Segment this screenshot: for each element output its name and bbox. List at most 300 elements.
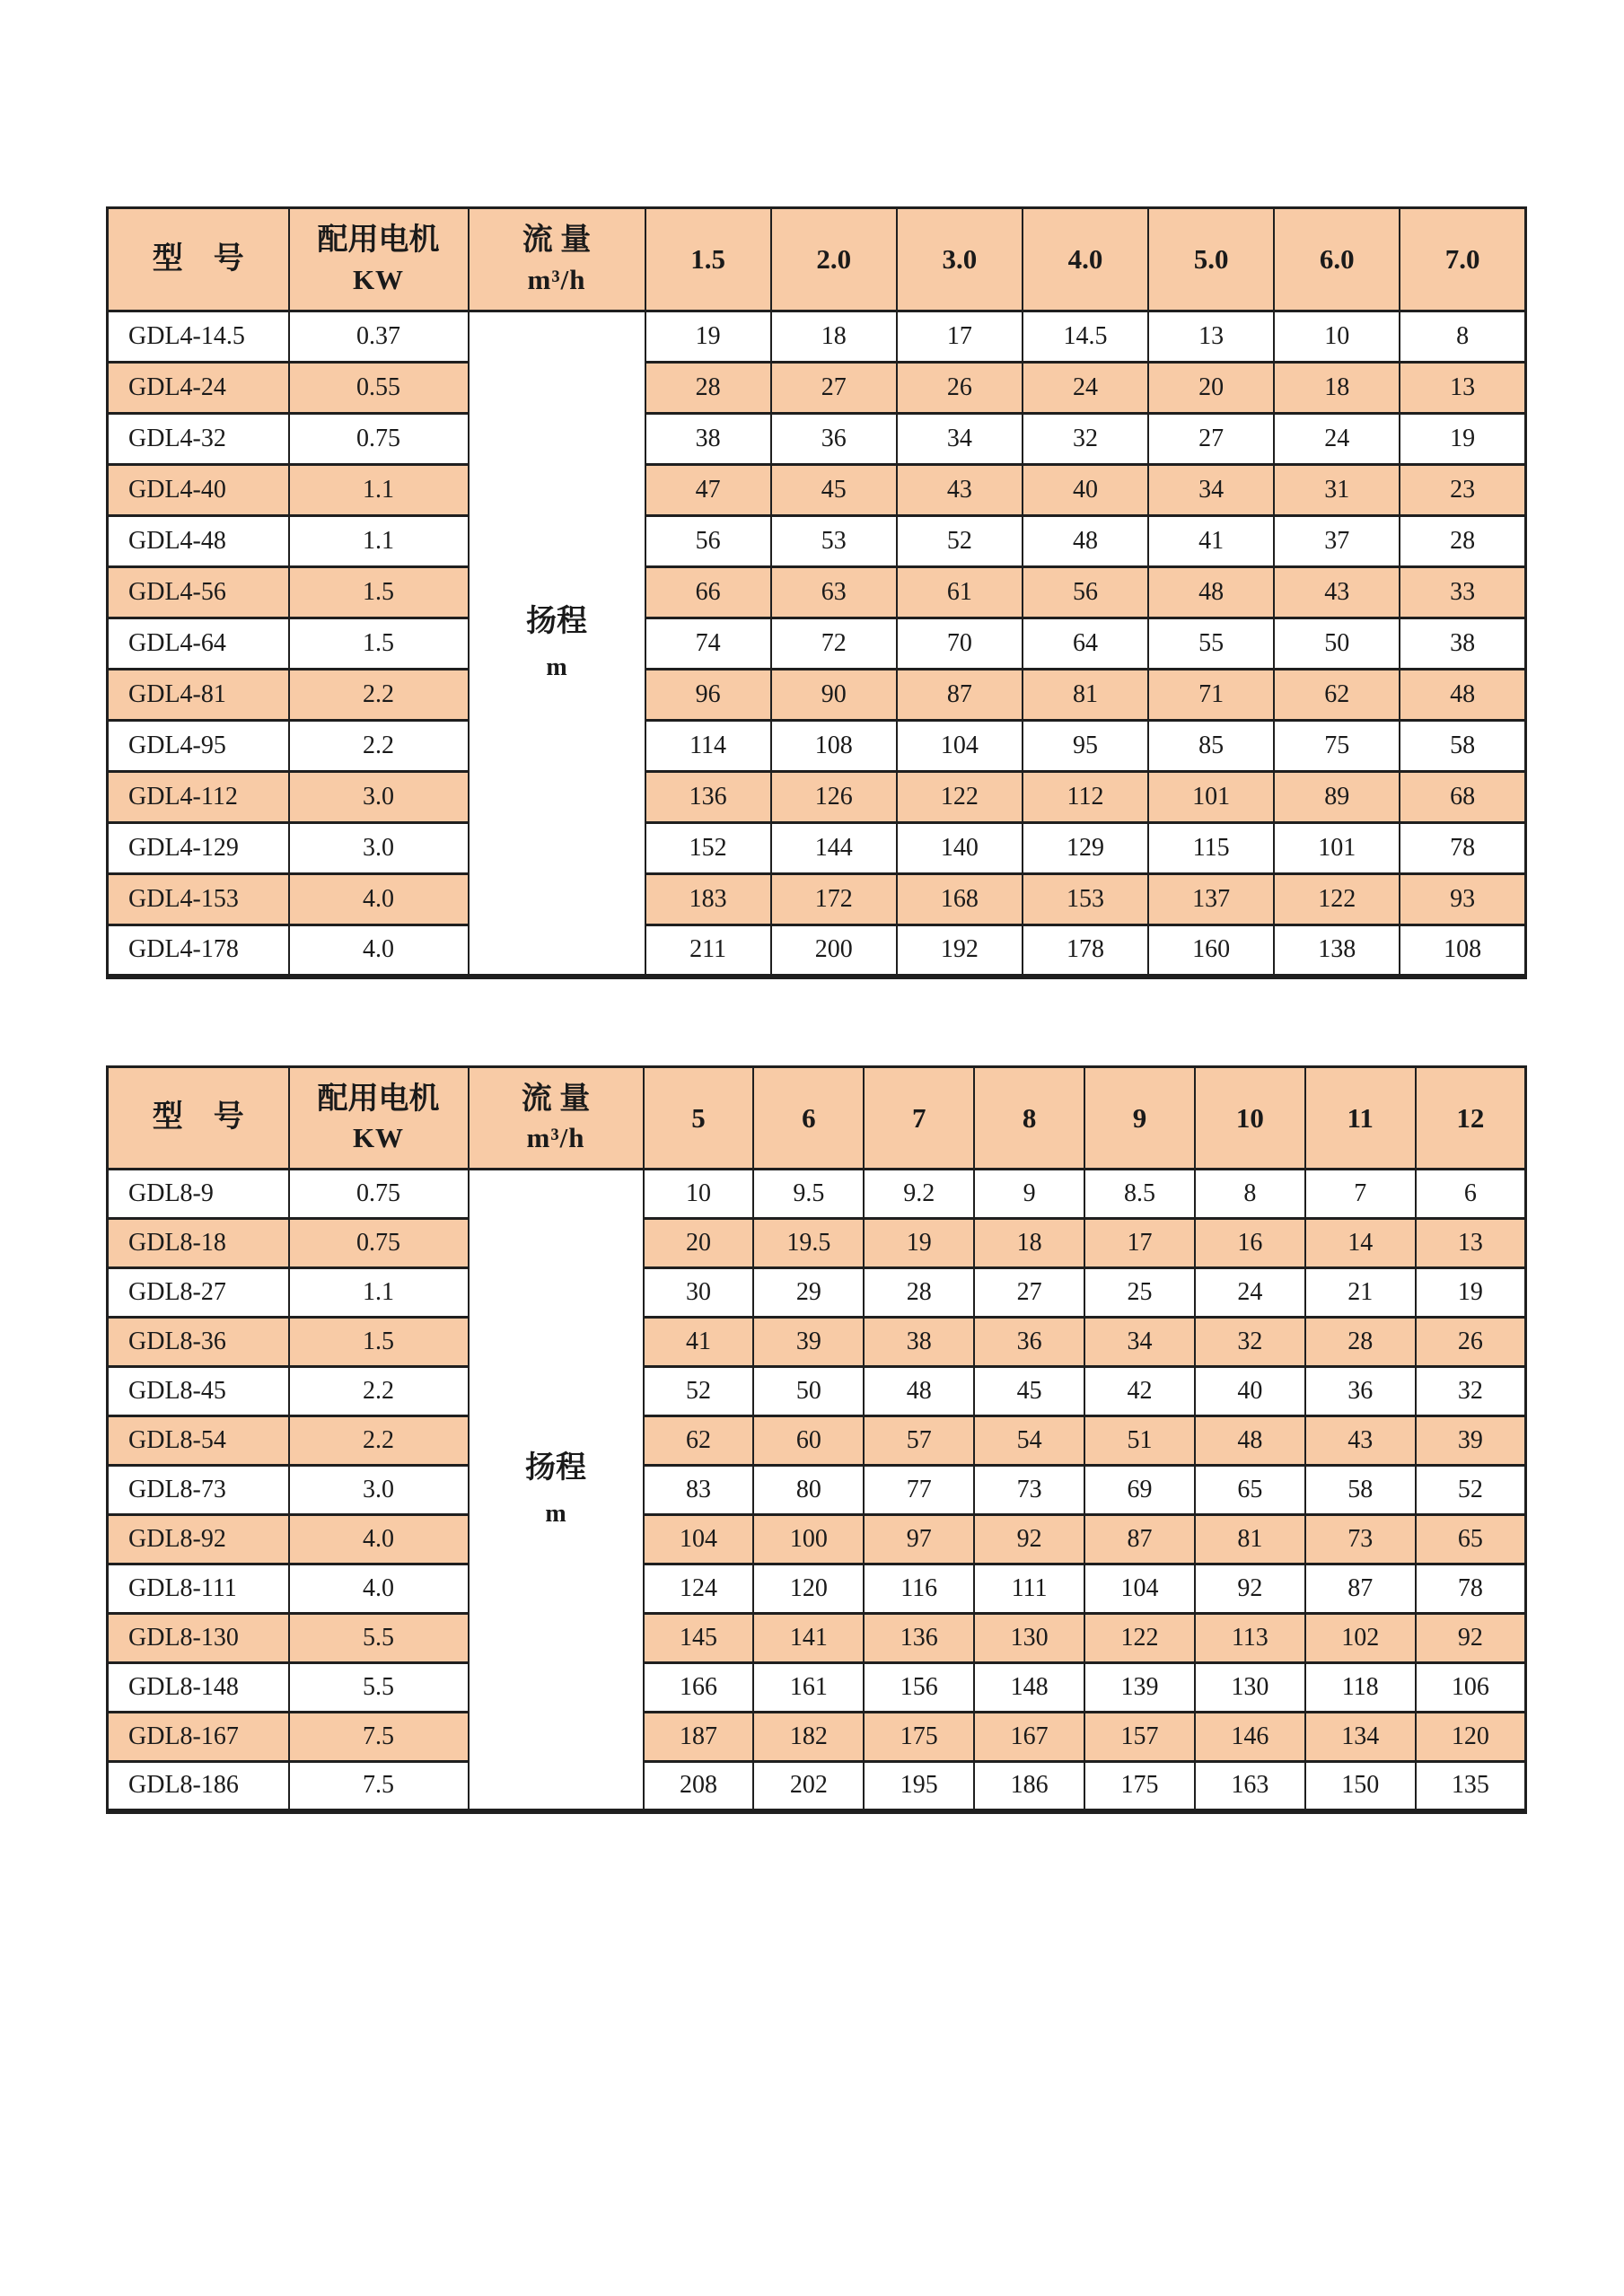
motor-kw-cell: 1.5 [289, 567, 469, 618]
table-row [108, 1614, 1526, 1663]
motor-kw-cell: 2.2 [289, 1416, 469, 1466]
col-header-motor [289, 1067, 469, 1170]
head-value-cell: 129 [1023, 823, 1148, 874]
model-cell: GDL4-112 [108, 772, 289, 823]
head-value-cell: 14 [1305, 1219, 1416, 1268]
head-value-cell: 50 [753, 1367, 864, 1416]
head-value-cell: 50 [1274, 618, 1400, 670]
motor-kw-cell: 2.2 [289, 1367, 469, 1416]
head-value-cell: 25 [1084, 1268, 1195, 1318]
motor-kw-cell: 3.0 [289, 772, 469, 823]
header-row [108, 1067, 1526, 1170]
head-value-cell: 136 [645, 772, 771, 823]
head-value-cell: 18 [771, 311, 897, 363]
motor-kw-cell: 2.2 [289, 670, 469, 721]
head-value-cell: 160 [1148, 925, 1274, 977]
head-value-cell: 9 [974, 1170, 1084, 1219]
model-cell: GDL8-167 [108, 1713, 289, 1762]
head-value-cell: 137 [1148, 874, 1274, 925]
head-value-cell: 92 [1195, 1564, 1305, 1614]
motor-kw-cell: 0.75 [289, 1219, 469, 1268]
head-value-cell: 70 [897, 618, 1023, 670]
head-value-cell: 134 [1305, 1713, 1416, 1762]
head-value-cell: 186 [974, 1762, 1084, 1811]
head-value-cell: 28 [864, 1268, 974, 1318]
head-value-cell: 192 [897, 925, 1023, 977]
head-value-cell: 200 [771, 925, 897, 977]
head-value-cell: 17 [1084, 1219, 1195, 1268]
motor-kw-cell: 1.5 [289, 1318, 469, 1367]
table-row [108, 1268, 1526, 1318]
head-value-cell: 66 [645, 567, 771, 618]
table-row [108, 567, 1526, 618]
head-value-cell: 34 [897, 414, 1023, 465]
model-cell: GDL8-9 [108, 1170, 289, 1219]
head-value-cell: 45 [974, 1367, 1084, 1416]
model-cell: GDL4-153 [108, 874, 289, 925]
model-cell: GDL8-73 [108, 1466, 289, 1515]
model-cell: GDL8-27 [108, 1268, 289, 1318]
head-value-cell: 38 [864, 1318, 974, 1367]
head-value-cell: 23 [1400, 465, 1525, 516]
head-value-cell: 112 [1023, 772, 1148, 823]
motor-kw-cell: 2.2 [289, 721, 469, 772]
head-value-cell: 102 [1305, 1614, 1416, 1663]
flow-point-header: 6.0 [1274, 208, 1400, 311]
model-cell: GDL4-24 [108, 363, 289, 414]
model-cell: GDL8-186 [108, 1762, 289, 1811]
flow-point-header: 9 [1084, 1067, 1195, 1170]
table-row [108, 363, 1526, 414]
head-value-cell: 172 [771, 874, 897, 925]
model-cell: GDL4-48 [108, 516, 289, 567]
head-value-cell: 62 [644, 1416, 754, 1466]
head-value-cell: 148 [974, 1663, 1084, 1713]
col-header-model: 型 号 [108, 1067, 289, 1170]
flow-point-header: 3.0 [897, 208, 1023, 311]
table-row [108, 1564, 1526, 1614]
head-value-cell: 116 [864, 1564, 974, 1614]
head-value-cell: 69 [1084, 1466, 1195, 1515]
head-value-cell: 152 [645, 823, 771, 874]
head-value-cell: 58 [1400, 721, 1525, 772]
table-body [108, 1170, 1526, 1811]
model-cell: GDL4-95 [108, 721, 289, 772]
head-value-cell: 130 [1195, 1663, 1305, 1713]
flow-point-header: 4.0 [1023, 208, 1148, 311]
head-value-cell: 81 [1195, 1515, 1305, 1564]
model-cell: GDL8-45 [108, 1367, 289, 1416]
head-value-cell: 26 [897, 363, 1023, 414]
table-row [108, 1416, 1526, 1466]
head-value-cell: 8.5 [1084, 1170, 1195, 1219]
head-value-cell: 104 [897, 721, 1023, 772]
head-value-cell: 34 [1148, 465, 1274, 516]
head-value-cell: 39 [1416, 1416, 1526, 1466]
gdl4-spec-table [106, 206, 1527, 979]
head-value-cell: 136 [864, 1614, 974, 1663]
table-row [108, 823, 1526, 874]
motor-kw-cell: 4.0 [289, 925, 469, 977]
head-value-cell: 97 [864, 1515, 974, 1564]
head-value-cell: 208 [644, 1762, 754, 1811]
motor-label: 配用电机 [317, 1082, 440, 1116]
head-value-cell: 51 [1084, 1416, 1195, 1466]
head-value-cell: 41 [1148, 516, 1274, 567]
col-header-model: 型 号 [108, 208, 289, 311]
head-value-cell: 21 [1305, 1268, 1416, 1318]
head-value-cell: 175 [1084, 1762, 1195, 1811]
head-value-cell: 182 [753, 1713, 864, 1762]
head-value-cell: 47 [645, 465, 771, 516]
head-value-cell: 122 [897, 772, 1023, 823]
head-unit: m [545, 1500, 566, 1528]
head-value-cell: 166 [644, 1663, 754, 1713]
head-value-cell: 7 [1305, 1170, 1416, 1219]
head-value-cell: 157 [1084, 1713, 1195, 1762]
head-value-cell: 39 [753, 1318, 864, 1367]
head-value-cell: 9.2 [864, 1170, 974, 1219]
head-value-cell: 100 [753, 1515, 864, 1564]
model-cell: GDL4-81 [108, 670, 289, 721]
head-value-cell: 19 [864, 1219, 974, 1268]
head-value-cell: 19 [1400, 414, 1525, 465]
model-cell: GDL4-14.5 [108, 311, 289, 363]
table-row [108, 670, 1526, 721]
motor-unit: KW [352, 263, 405, 295]
head-value-cell: 24 [1195, 1268, 1305, 1318]
head-value-cell: 18 [974, 1219, 1084, 1268]
flow-label: 流 量 [522, 223, 592, 257]
head-value-cell: 71 [1148, 670, 1274, 721]
head-value-cell: 26 [1416, 1318, 1526, 1367]
model-cell: GDL4-56 [108, 567, 289, 618]
head-value-cell: 48 [1400, 670, 1525, 721]
head-value-cell: 63 [771, 567, 897, 618]
head-value-cell: 30 [644, 1268, 754, 1318]
head-value-cell: 108 [1400, 925, 1525, 977]
head-value-cell: 104 [644, 1515, 754, 1564]
head-value-cell: 19 [1416, 1268, 1526, 1318]
col-header-flow [469, 208, 645, 311]
head-value-cell: 95 [1023, 721, 1148, 772]
head-value-cell: 73 [974, 1466, 1084, 1515]
head-value-cell: 111 [974, 1564, 1084, 1614]
head-value-cell: 24 [1023, 363, 1148, 414]
model-cell: GDL8-148 [108, 1663, 289, 1713]
head-value-cell: 31 [1274, 465, 1400, 516]
head-value-cell: 122 [1084, 1614, 1195, 1663]
head-value-cell: 122 [1274, 874, 1400, 925]
head-value-cell: 10 [1274, 311, 1400, 363]
head-value-cell: 68 [1400, 772, 1525, 823]
head-value-cell: 175 [864, 1713, 974, 1762]
head-value-cell: 16 [1195, 1219, 1305, 1268]
motor-kw-cell: 0.75 [289, 1170, 469, 1219]
head-value-cell: 52 [644, 1367, 754, 1416]
table-row [108, 414, 1526, 465]
motor-kw-cell: 4.0 [289, 1515, 469, 1564]
head-value-cell: 77 [864, 1466, 974, 1515]
flow-label: 流 量 [521, 1082, 591, 1116]
table-row [108, 1762, 1526, 1811]
head-value-cell: 10 [644, 1170, 754, 1219]
head-value-cell: 43 [1274, 567, 1400, 618]
head-unit: m [546, 653, 567, 681]
flow-point-header: 7 [864, 1067, 974, 1170]
gdl8-spec-table [106, 1065, 1527, 1814]
head-value-cell: 92 [1416, 1614, 1526, 1663]
head-value-cell: 33 [1400, 567, 1525, 618]
head-value-cell: 108 [771, 721, 897, 772]
head-value-cell: 52 [897, 516, 1023, 567]
head-value-cell: 36 [974, 1318, 1084, 1367]
table-header [108, 208, 1526, 311]
motor-kw-cell: 1.1 [289, 1268, 469, 1318]
head-value-cell: 32 [1195, 1318, 1305, 1367]
head-label: 扬程 [526, 604, 587, 638]
head-value-cell: 139 [1084, 1663, 1195, 1713]
head-value-cell: 62 [1274, 670, 1400, 721]
flow-unit: m³/h [526, 1122, 585, 1154]
head-value-cell: 27 [771, 363, 897, 414]
head-value-cell: 85 [1148, 721, 1274, 772]
motor-kw-cell: 1.1 [289, 465, 469, 516]
motor-kw-cell: 3.0 [289, 1466, 469, 1515]
head-value-cell: 113 [1195, 1614, 1305, 1663]
head-value-cell: 101 [1148, 772, 1274, 823]
head-value-cell: 78 [1416, 1564, 1526, 1614]
head-value-cell: 141 [753, 1614, 864, 1663]
head-value-cell: 114 [645, 721, 771, 772]
header-row [108, 208, 1526, 311]
table-row [108, 618, 1526, 670]
head-value-cell: 120 [753, 1564, 864, 1614]
head-value-cell: 104 [1084, 1564, 1195, 1614]
head-value-cell: 61 [897, 567, 1023, 618]
flow-point-header: 6 [753, 1067, 864, 1170]
head-value-cell: 38 [1400, 618, 1525, 670]
flow-point-header: 1.5 [645, 208, 771, 311]
head-value-cell: 96 [645, 670, 771, 721]
head-value-cell: 9.5 [753, 1170, 864, 1219]
head-value-cell: 87 [1084, 1515, 1195, 1564]
head-value-cell: 65 [1416, 1515, 1526, 1564]
model-cell: GDL8-36 [108, 1318, 289, 1367]
head-value-cell: 72 [771, 618, 897, 670]
head-value-cell: 145 [644, 1614, 754, 1663]
motor-label: 配用电机 [317, 223, 440, 257]
model-cell: GDL4-32 [108, 414, 289, 465]
head-value-cell: 161 [753, 1663, 864, 1713]
head-value-cell: 202 [753, 1762, 864, 1811]
head-value-cell: 187 [644, 1713, 754, 1762]
head-value-cell: 18 [1274, 363, 1400, 414]
head-value-cell: 56 [645, 516, 771, 567]
head-value-cell: 6 [1416, 1170, 1526, 1219]
motor-kw-cell: 7.5 [289, 1762, 469, 1811]
head-value-cell: 29 [753, 1268, 864, 1318]
flow-point-header: 12 [1416, 1067, 1526, 1170]
head-value-cell: 60 [753, 1416, 864, 1466]
head-value-cell: 146 [1195, 1713, 1305, 1762]
table-header [108, 1067, 1526, 1170]
flow-point-header: 5.0 [1148, 208, 1274, 311]
head-value-cell: 43 [1305, 1416, 1416, 1466]
head-value-cell: 55 [1148, 618, 1274, 670]
model-cell: GDL8-92 [108, 1515, 289, 1564]
head-value-cell: 78 [1400, 823, 1525, 874]
flow-point-header: 10 [1195, 1067, 1305, 1170]
head-value-cell: 19.5 [753, 1219, 864, 1268]
head-value-cell: 87 [897, 670, 1023, 721]
head-value-cell: 52 [1416, 1466, 1526, 1515]
table-row [108, 1663, 1526, 1713]
flow-unit: m³/h [527, 263, 586, 295]
head-value-cell: 93 [1400, 874, 1525, 925]
flow-point-header: 8 [974, 1067, 1084, 1170]
flow-point-header: 2.0 [771, 208, 897, 311]
table-row [108, 1515, 1526, 1564]
head-value-cell: 8 [1195, 1170, 1305, 1219]
head-value-cell: 80 [753, 1466, 864, 1515]
model-cell: GDL4-129 [108, 823, 289, 874]
head-value-cell: 178 [1023, 925, 1148, 977]
head-value-cell: 118 [1305, 1663, 1416, 1713]
head-value-cell: 48 [864, 1367, 974, 1416]
motor-kw-cell: 1.1 [289, 516, 469, 567]
motor-unit: KW [352, 1122, 405, 1154]
head-value-cell: 156 [864, 1663, 974, 1713]
head-value-cell: 89 [1274, 772, 1400, 823]
head-value-cell: 140 [897, 823, 1023, 874]
table-row [108, 772, 1526, 823]
motor-kw-cell: 0.55 [289, 363, 469, 414]
head-value-cell: 13 [1400, 363, 1525, 414]
head-value-cell: 101 [1274, 823, 1400, 874]
head-value-cell: 42 [1084, 1367, 1195, 1416]
head-value-cell: 83 [644, 1466, 754, 1515]
head-value-cell: 75 [1274, 721, 1400, 772]
flow-point-header: 11 [1305, 1067, 1416, 1170]
head-value-cell: 48 [1023, 516, 1148, 567]
head-value-cell: 36 [771, 414, 897, 465]
head-value-cell: 115 [1148, 823, 1274, 874]
table-body [108, 311, 1526, 977]
head-value-cell: 73 [1305, 1515, 1416, 1564]
head-value-cell: 87 [1305, 1564, 1416, 1614]
col-header-flow [469, 1067, 644, 1170]
table-row [108, 1713, 1526, 1762]
motor-kw-cell: 0.75 [289, 414, 469, 465]
head-value-cell: 27 [1148, 414, 1274, 465]
head-value-cell: 153 [1023, 874, 1148, 925]
model-cell: GDL4-40 [108, 465, 289, 516]
head-value-cell: 24 [1274, 414, 1400, 465]
table-row [108, 1367, 1526, 1416]
head-value-cell: 13 [1148, 311, 1274, 363]
head-value-cell: 19 [645, 311, 771, 363]
flow-point-header: 5 [644, 1067, 754, 1170]
head-value-cell: 150 [1305, 1762, 1416, 1811]
head-value-cell: 144 [771, 823, 897, 874]
model-cell: GDL8-18 [108, 1219, 289, 1268]
model-cell: GDL8-54 [108, 1416, 289, 1466]
head-value-cell: 34 [1084, 1318, 1195, 1367]
head-value-cell: 90 [771, 670, 897, 721]
head-value-cell: 124 [644, 1564, 754, 1614]
head-value-cell: 8 [1400, 311, 1525, 363]
table-row [108, 874, 1526, 925]
head-value-cell: 40 [1195, 1367, 1305, 1416]
flow-point-header: 7.0 [1400, 208, 1525, 311]
head-value-cell: 138 [1274, 925, 1400, 977]
head-value-cell: 64 [1023, 618, 1148, 670]
head-value-cell: 20 [1148, 363, 1274, 414]
head-value-cell: 36 [1305, 1367, 1416, 1416]
head-value-cell: 48 [1148, 567, 1274, 618]
head-value-cell: 32 [1416, 1367, 1526, 1416]
head-value-cell: 163 [1195, 1762, 1305, 1811]
head-value-cell: 54 [974, 1416, 1084, 1466]
table-row [108, 925, 1526, 977]
head-value-cell: 183 [645, 874, 771, 925]
head-value-cell: 37 [1274, 516, 1400, 567]
head-value-cell: 74 [645, 618, 771, 670]
head-value-cell: 43 [897, 465, 1023, 516]
table-row [108, 516, 1526, 567]
head-value-cell: 195 [864, 1762, 974, 1811]
table-row [108, 1318, 1526, 1367]
head-value-cell: 106 [1416, 1663, 1526, 1713]
head-value-cell: 45 [771, 465, 897, 516]
motor-kw-cell: 0.37 [289, 311, 469, 363]
head-unit-merged-cell [469, 1170, 644, 1811]
col-header-motor [289, 208, 469, 311]
head-value-cell: 167 [974, 1713, 1084, 1762]
head-unit-merged-cell [469, 311, 645, 977]
motor-kw-cell: 3.0 [289, 823, 469, 874]
head-value-cell: 58 [1305, 1466, 1416, 1515]
head-value-cell: 211 [645, 925, 771, 977]
model-cell: GDL4-64 [108, 618, 289, 670]
head-value-cell: 41 [644, 1318, 754, 1367]
head-value-cell: 56 [1023, 567, 1148, 618]
motor-kw-cell: 5.5 [289, 1614, 469, 1663]
model-cell: GDL8-130 [108, 1614, 289, 1663]
head-value-cell: 57 [864, 1416, 974, 1466]
head-value-cell: 81 [1023, 670, 1148, 721]
head-value-cell: 120 [1416, 1713, 1526, 1762]
motor-kw-cell: 5.5 [289, 1663, 469, 1713]
head-value-cell: 14.5 [1023, 311, 1148, 363]
motor-kw-cell: 4.0 [289, 874, 469, 925]
head-value-cell: 38 [645, 414, 771, 465]
head-value-cell: 20 [644, 1219, 754, 1268]
table-row [108, 1219, 1526, 1268]
head-value-cell: 48 [1195, 1416, 1305, 1466]
head-value-cell: 126 [771, 772, 897, 823]
model-cell: GDL8-111 [108, 1564, 289, 1614]
table-row [108, 311, 1526, 363]
head-value-cell: 13 [1416, 1219, 1526, 1268]
head-value-cell: 28 [1305, 1318, 1416, 1367]
head-value-cell: 28 [645, 363, 771, 414]
table-row [108, 1466, 1526, 1515]
head-value-cell: 53 [771, 516, 897, 567]
head-value-cell: 32 [1023, 414, 1148, 465]
table-row [108, 721, 1526, 772]
